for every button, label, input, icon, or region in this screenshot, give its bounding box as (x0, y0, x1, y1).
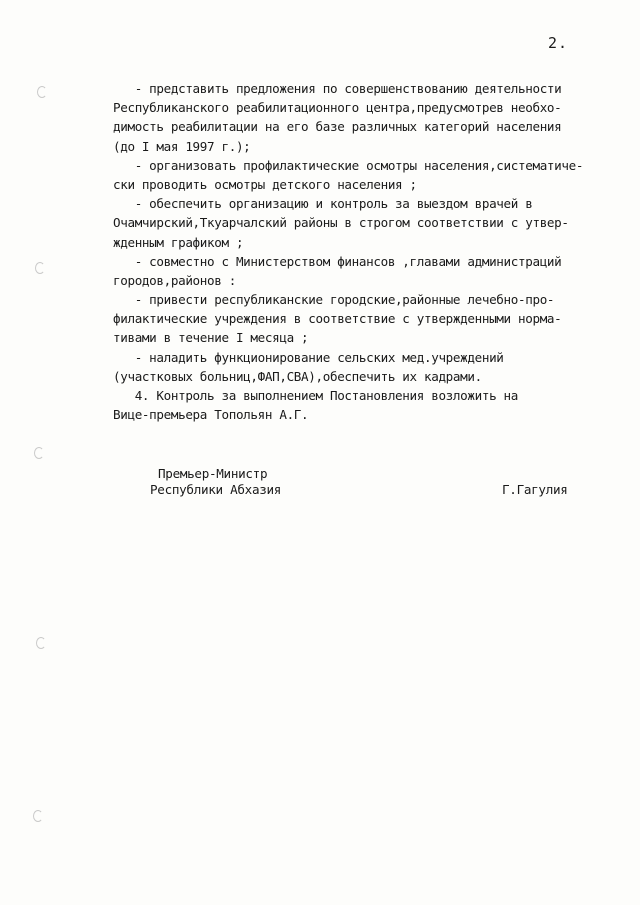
punch-hole-mark (37, 86, 47, 98)
text-line: 4. Контроль за выполнением Постановления возложить на (113, 388, 518, 403)
text-line: - представить предложения по совершенствованию деятельности (113, 81, 562, 96)
text-line: - обеспечить организацию и контроль за выездом врачей в (113, 196, 533, 212)
text-line: (до I мая 1997 г.); (113, 138, 251, 154)
signatory-title-line1: Премьер-Министр (158, 466, 268, 481)
text-line: городов,районов : (113, 272, 236, 288)
punch-hole-mark (33, 810, 43, 822)
body-text (113, 79, 618, 424)
signatory-title-line2: Республики Абхазия (150, 482, 282, 497)
punch-hole-mark (34, 447, 44, 459)
punch-hole-mark (36, 637, 46, 649)
text-line: Очамчирский,Ткуарчалский районы в строгом соответствии с утвер- (113, 215, 569, 231)
text-line: ски проводить осмотры детского населения ; (113, 176, 417, 192)
text-line: жденным графиком ; (113, 234, 244, 250)
text-line: - организовать профилактические осмотры населения,систематиче- (113, 157, 584, 173)
text-line: филактические учреждения в соответствие с утвержденными норма- (113, 311, 562, 327)
text-line: Вице-премьера Топольян А.Г. (113, 407, 309, 423)
text-line: димость реабилитации на его базе различных категорий населения (113, 119, 562, 135)
text-line: - привести республиканские городские,районные лечебно-про- (113, 292, 555, 308)
text-line: - совместно с Министерством финансов ,главами администраций (113, 253, 562, 269)
punch-hole-mark (35, 262, 45, 274)
text-line: тивами в течение I месяца ; (113, 330, 309, 346)
text-line: Республиканского реабилитационного центра,предусмотрев необхо- (113, 100, 562, 116)
page-number: 2. (548, 34, 569, 52)
text-line: - наладить функционирование сельских мед.учреждений (113, 349, 504, 365)
signatory-name: Г.Гагулия (502, 482, 568, 497)
text-line: (участковых больниц,ФАП,СВА),обеспечить их кадрами. (113, 368, 482, 384)
